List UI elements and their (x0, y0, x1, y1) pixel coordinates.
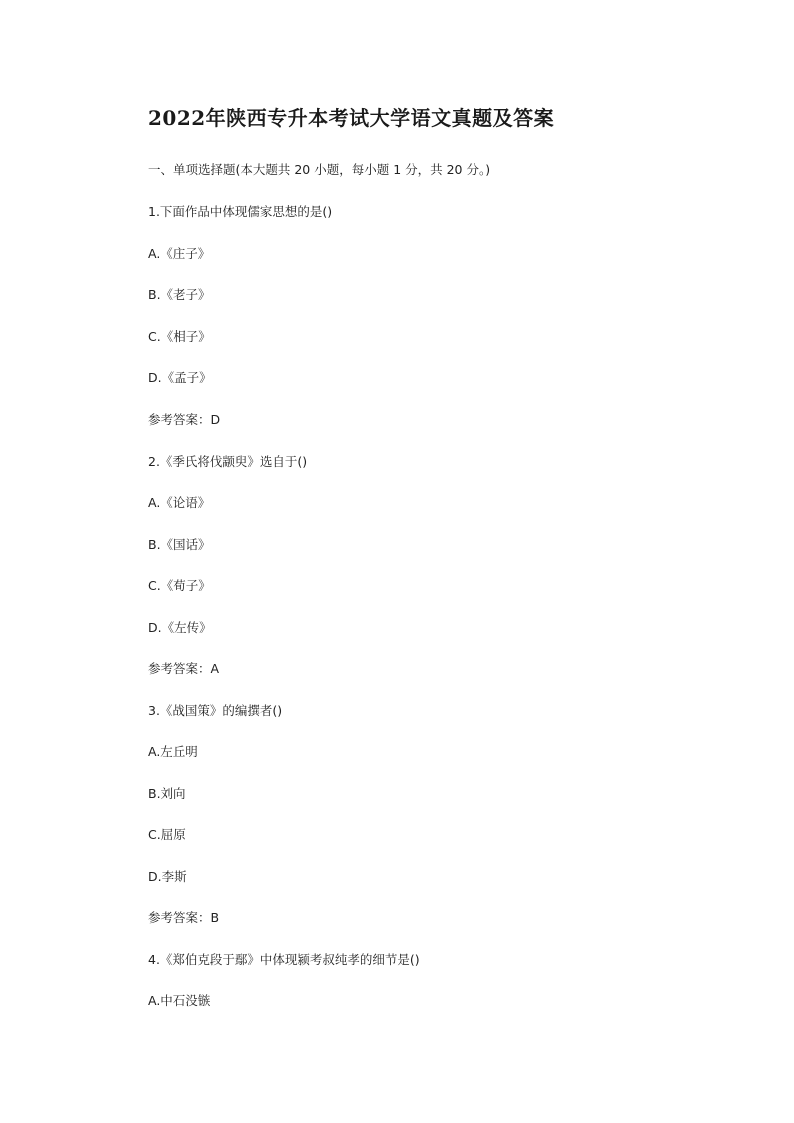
section-heading: 一、单项选择题(本大题共 20 小题，每小题 1 分，共 20 分。) (148, 162, 491, 177)
question-1-option-b: B.《老子》 (148, 287, 211, 302)
question-1-option-c: C.《相子》 (148, 329, 211, 344)
question-3-option-d: D.李斯 (148, 869, 187, 884)
question-2-stem: 2.《季氏将伐颛臾》选自于() (148, 454, 308, 469)
question-3-option-a: A.左丘明 (148, 744, 198, 759)
question-4-option-a: A.中石没镞 (148, 993, 211, 1008)
question-1-stem: 1.下面作品中体现儒家思想的是() (148, 204, 333, 219)
question-4-stem: 4.《郑伯克段于鄢》中体现颍考叔纯孝的细节是() (148, 952, 420, 967)
question-1-option-a: A.《庄子》 (148, 246, 211, 261)
question-2-option-d: D.《左传》 (148, 620, 212, 635)
question-3-stem: 3.《战国策》的编撰者() (148, 703, 283, 718)
question-3-option-c: C.屈原 (148, 827, 186, 842)
question-2-option-a: A.《论语》 (148, 495, 211, 510)
question-1-option-d: D.《孟子》 (148, 370, 212, 385)
question-1-answer: 参考答案：D (148, 412, 221, 427)
question-3-answer: 参考答案：B (148, 910, 220, 925)
question-2-option-b: B.《国话》 (148, 537, 211, 552)
question-2-option-c: C.《荀子》 (148, 578, 211, 593)
question-2-answer: 参考答案：A (148, 661, 220, 676)
question-3-option-b: B.刘向 (148, 786, 186, 801)
document-title: 2022年陕西专升本考试大学语文真题及答案 (148, 106, 555, 130)
